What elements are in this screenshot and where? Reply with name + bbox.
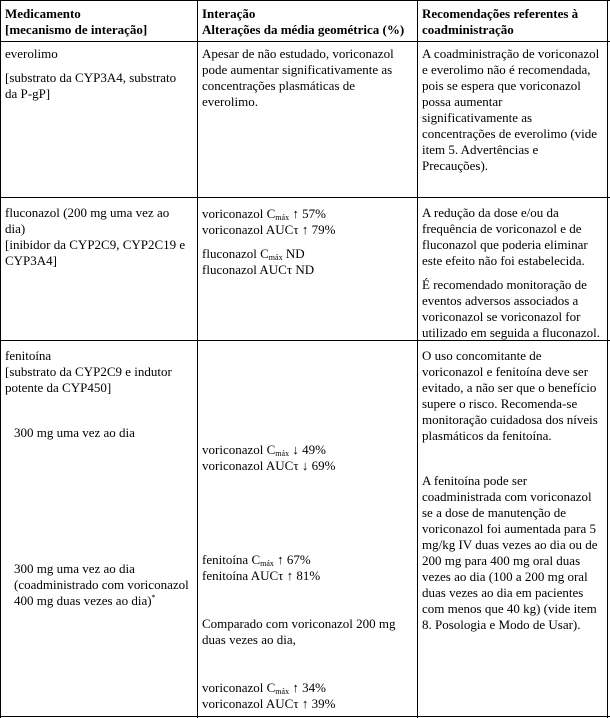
fenitoina-compare-1: Comparado com voriconazol 200 mg — [202, 616, 396, 631]
fluconazol-auc-nd: fluconazol AUCτ ND — [202, 262, 315, 277]
fenitoina-dose-2-line1: 300 mg uma vez ao dia — [14, 561, 135, 576]
header-interacao: Interação — [202, 6, 256, 21]
header-mecanismo: [mecanismo de interação] — [5, 22, 148, 37]
everolimo-rec-2: e everolimo não é recomendada, — [422, 62, 591, 77]
everolimo-rec-4: possa aumentar — [422, 94, 503, 109]
column-divider-2 — [417, 0, 418, 718]
fenitoina-rec1-3: evitado, a não ser que o benefício — [422, 380, 597, 395]
fluconazol-cmax-nd: fluconazol $C_{máx}$ ND — [202, 246, 305, 262]
everolimo-mechanism-1: [substrato da CYP3A4, substrato — [5, 70, 177, 85]
fluconazol-rec2-1: É recomendado monitoração de — [422, 277, 587, 292]
everolimo-rec-5: significativamente as — [422, 110, 533, 125]
fenitoina-rec2-3: se a dose de manutenção de — [422, 505, 567, 520]
fenitoina-rec1-1: O uso concomitante de — [422, 348, 542, 363]
fluconazol-rec2-3: voriconazol se voriconazol for — [422, 309, 581, 324]
fenitoina-dose-1: 300 mg uma vez ao dia — [14, 425, 135, 440]
fenitoina-voriconazol-cmax-2: voriconazol $C_{máx}$ ↑ 34% — [202, 680, 326, 696]
everolimo-interaction-3: concentrações plasmáticas de — [202, 78, 356, 93]
fluconazol-rec2-4: utilizado em seguida a fluconazol. — [422, 325, 600, 340]
fluconazol-rec1-3: fluconazol que poderia eliminar — [422, 237, 588, 252]
row-divider-2 — [0, 340, 610, 341]
header-alteracoes: Alterações da média geométrica (%) — [202, 22, 405, 37]
fenitoina-rec2-7: vezes ao dia (100 a 200 mg oral — [422, 569, 588, 584]
everolimo-interaction-2: pode aumentar significativamente as — [202, 62, 393, 77]
fenitoina-rec1-5: monitoração cuidadosa dos níveis — [422, 412, 598, 427]
fluconazol-rec1-1: A redução da dose e/ou da — [422, 205, 559, 220]
fenitoina-rec2-9: com menos que 40 kg) (vide item — [422, 601, 597, 616]
fluconazol-mechanism-1: [inibidor da CYP2C9, CYP2C19 e — [5, 237, 186, 252]
fluconazol-interaction-auc: voriconazol AUCτ ↑ 79% — [202, 222, 336, 237]
header-medicamento: Medicamento — [5, 6, 81, 21]
fenitoina-name: fenitoína — [5, 348, 52, 363]
fluconazol-rec2-2: eventos adversos associados a — [422, 293, 579, 308]
fluconazol-name-2: dia) — [5, 221, 26, 236]
everolimo-interaction-4: everolimo. — [202, 94, 258, 109]
fenitoina-dose-2-line2: (coadministrado com voriconazol — [14, 577, 189, 592]
everolimo-interaction-1: Apesar de não estudado, voriconazol — [202, 46, 394, 61]
table-border-top — [0, 0, 610, 1]
everolimo-rec-1: A coadministração de voriconazol — [422, 46, 600, 61]
header-coadministracao: coadministração — [422, 22, 514, 37]
everolimo-rec-7: item 5. Advertências e — [422, 142, 539, 157]
fenitoina-rec2-2: coadministrada com voriconazol — [422, 489, 592, 504]
fenitoina-voriconazol-cmax: voriconazol $C_{máx}$ ↓ 49% — [202, 442, 326, 458]
everolimo-rec-3: pois se espera que voriconazol — [422, 78, 581, 93]
fenitoina-rec1-6: plasmáticos da fenitoína. — [422, 428, 552, 443]
fenitoina-rec1-4: supere o risco. Recomenda-se — [422, 396, 578, 411]
everolimo-rec-6: concentrações de everolimo (vide — [422, 126, 598, 141]
fenitoina-rec2-8: duas vezes ao dia em pacientes — [422, 585, 584, 600]
fenitoina-rec2-1: A fenitoína pode ser — [422, 473, 528, 488]
fenitoina-fenitoina-auc: fenitoína AUCτ ↑ 81% — [202, 568, 321, 583]
fenitoina-rec2-4: voriconazol foi aumentada para 5 — [422, 521, 596, 536]
header-divider — [0, 41, 610, 42]
fenitoina-mechanism-2: potente da CYP450] — [5, 380, 112, 395]
everolimo-rec-8: Precauções). — [422, 158, 489, 173]
fenitoina-fenitoina-cmax: fenitoína $C_{máx}$ ↑ 67% — [202, 552, 311, 568]
fluconazol-rec1-4: este efeito não foi estabelecida. — [422, 253, 585, 268]
fenitoina-dose-2-line3: 400 mg duas vezes ao dia)* — [14, 593, 156, 608]
column-divider-1 — [197, 0, 198, 718]
table-border-bottom — [0, 716, 610, 717]
row-divider-1 — [0, 197, 610, 198]
everolimo-mechanism-2: da P-gP] — [5, 86, 51, 101]
fenitoina-voriconazol-auc: voriconazol AUCτ ↓ 69% — [202, 458, 336, 473]
table-border-left — [0, 0, 1, 718]
fenitoina-voriconazol-auc-2: voriconazol AUCτ ↑ 39% — [202, 696, 336, 711]
header-recomendacoes: Recomendações referentes à — [422, 6, 579, 21]
table-border-right — [607, 0, 608, 718]
fenitoina-rec2-10: 8. Posologia e Modo de Usar). — [422, 617, 581, 632]
fenitoina-rec1-2: voriconazol e fenitoína deve ser — [422, 364, 589, 379]
fenitoina-mechanism-1: [substrato da CYP2C9 e indutor — [5, 364, 172, 379]
fenitoina-rec2-5: mg/kg IV duas vezes ao dia ou de — [422, 537, 598, 552]
fluconazol-rec1-2: frequência de voriconazol e de — [422, 221, 582, 236]
everolimo-name: everolimo — [5, 46, 58, 61]
fluconazol-name-1: fluconazol (200 mg uma vez ao — [5, 205, 170, 220]
fenitoina-compare-2: duas vezes ao dia, — [202, 632, 296, 647]
fluconazol-interaction-cmax: voriconazol $C_{máx}$ ↑ 57% — [202, 206, 326, 222]
fluconazol-mechanism-2: CYP3A4] — [5, 253, 58, 268]
fenitoina-rec2-6: 200 mg para 400 mg oral duas — [422, 553, 581, 568]
